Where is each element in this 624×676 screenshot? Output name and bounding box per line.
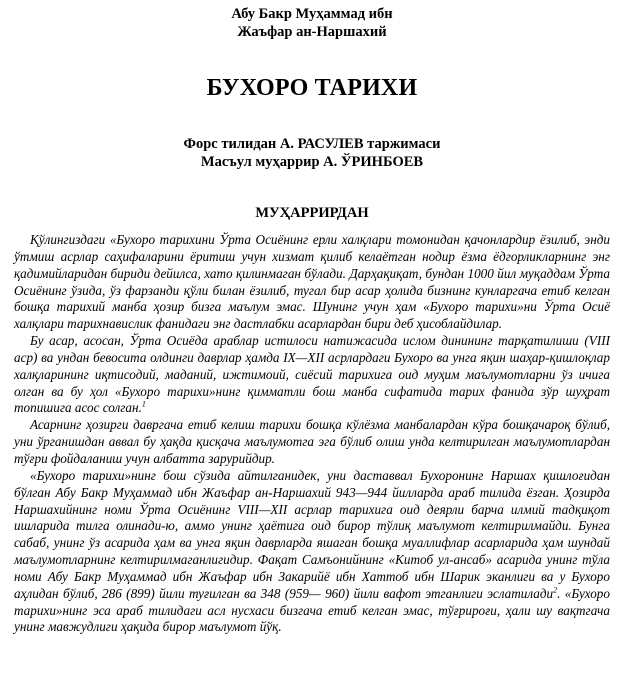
author-line-2: Жаъфар ан-Наршахий — [237, 24, 387, 40]
paragraph-2 — [14, 333, 610, 417]
footnote-marker-2: 2 — [553, 585, 558, 595]
paragraph-4 — [14, 468, 610, 636]
paragraph-1 — [14, 232, 610, 333]
paragraph-3 — [14, 417, 610, 468]
editor-credit: Масъул муҳаррир А. ЎРИНБОЕВ — [200, 154, 424, 170]
footnote-marker-1: 1 — [141, 400, 146, 410]
translator-credit: Форс тилидан А. РАСУЛЕВ таржимаси — [183, 136, 441, 152]
book-title: БУХОРО ТАРИХИ — [206, 75, 418, 101]
paragraph-1-text: Қўлингиздаги «Бухоро тарихини Ўрта Осиёнинг ерли халқлари томонидан қачонлардир ёзилиб, энди ўтмиш асрлар саҳифаларини ёритиш учун хизмат қилиб келаётган нодир ёзма ёдгорликларнинг энг қадимийларидан бириди дейилса, хато қилинмаган бўлади. Дарҳақиқат, бундан 1000 йил муқаддам Ўрта Осиёнинг ўзида, ўз фарзанди қўли билан ёзилиб, тугал бир асар ҳолида бизнинг кунларгача етиб келган бошқа тарихий манба ҳозир бизга маълум эмас. Шунинг учун ҳам «Бухоро тарихи»ни Ўрта Осиё халқлари тарихнавислик фанидаги энг дастлабки асарлардан бири деб ҳисоблайдилар. — [14, 232, 610, 332]
paragraph-4-text-end: . «Бухоро тарихи»нинг эса араб тилидаги асл нусхаси бизгача етиб келган эмас, тўғрироғи, ҳали шу вақтгача унинг мавжудлиги ҳақида бирор маълумот йўқ. — [14, 585, 610, 635]
paragraph-2-text: Бу асар, асосан, Ўрта Осиёда араблар истилоси натижасида ислом динининг тарқатилиши (VIII аср) ва ундан бевосита олдинги даврлар ҳамда IX—XII асрлардаги Бухоро ва унга яқин шаҳар-қишлоқлар халқларининг иқтисодий, маданий, ижтимоий, сиёсий тарихига оид муҳим маълумотларни ўз ичига олган ва бу ҳол «Бухоро тарихи»нинг қимматли бош манба сифатида тарих фанида зўр шуҳрат топишига асос солган. — [14, 333, 610, 416]
section-heading: МУҲАРРИРДАН — [255, 205, 369, 221]
author-line-1: Абу Бакр Муҳаммад ибн — [231, 6, 393, 22]
paragraph-4-text: «Бухоро тарихи»нинг бош сўзида айтилганидек, уни даставвал Бухоронинг Наршах қишлоғидан бўлган Абу Бакр Муҳаммад ибн Жаъфар ан-Наршахий 943—944 йилларда араб тилида ёзган. Ҳозирда Наршахийнинг номи Ўрта Осиёнинг VIII—XII асрлар тарихига оид деярли барча илмий тадқиқот ишларида тилга олинади-ю, аммо унинг ҳаётига оид бирор тўлиқ маълумот келтирилмайди. Бунга сабаб, унинг ўз асарида ҳам ва унга яқин даврларда яшаган бошқа муаллифлар асарларида ҳам шундай маълумотларнинг келтирилмаганлигидир. Фақат Самъонийнинг «Китоб ул-ансаб» асарида унинг тўла номи Абу Бакр Муҳаммад ибн Жаъфар ибн Закарийё ибн Хаттоб ибн Шарик эканлиги ва у Бухоро аҳлидан бўлиб, 286 (899) йили туғилган ва 348 (959— 960) йили вафот этганлиги эслатилади — [14, 467, 610, 601]
body-text — [14, 232, 610, 636]
paragraph-3-text: Асарнинг ҳозирги давргача етиб келиш тарихи бошқа кўлёзма манбалардан кўра бошқачароқ бўлиб, уни ўрганишдан аввал бу ҳақда қисқача маълумотга эга бўлиб олиш унда келтирилган маълумотлардан тўғри фойдаланиш учун албатта зарурийдир. — [14, 417, 610, 466]
